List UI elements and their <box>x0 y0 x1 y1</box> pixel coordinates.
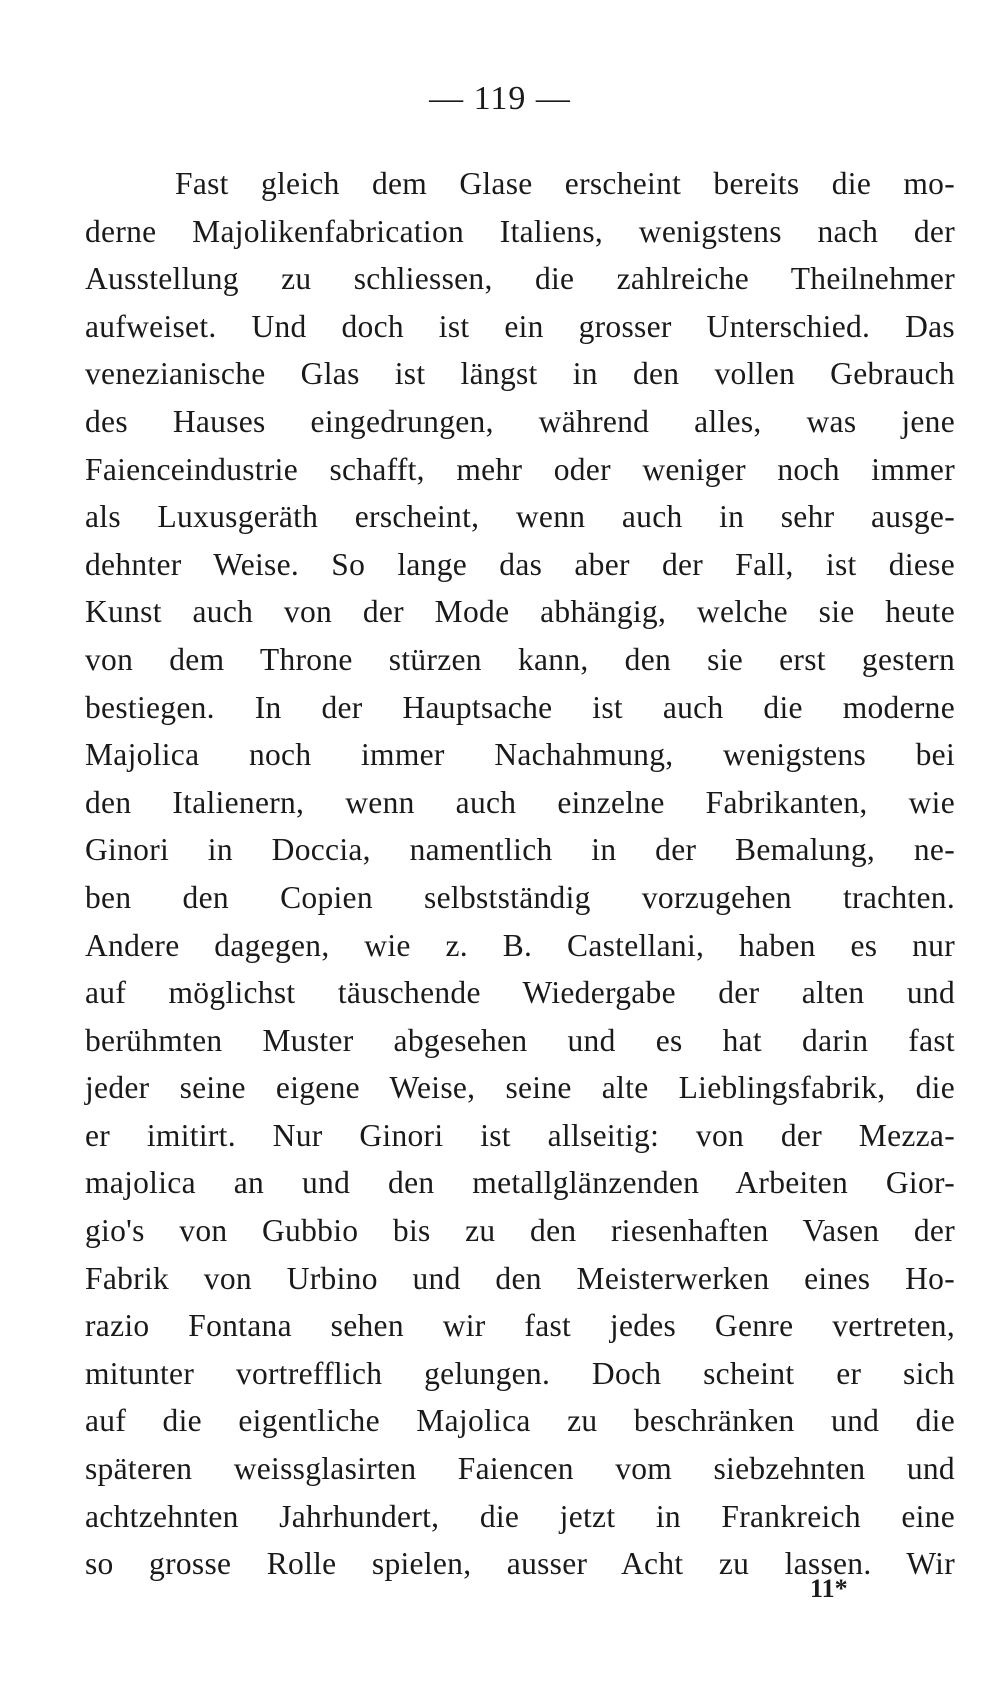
text-line: aufweiset. Und doch ist ein grosser Unterschied. Das <box>85 308 955 344</box>
text-line: majolica an und den metallglänzenden Arbeiten Gior- <box>85 1165 955 1201</box>
text-line: Ginori in Doccia, namentlich in der Bemalung, ne- <box>85 832 955 868</box>
text-line: Fast gleich dem Glase erscheint bereits die mo- <box>175 166 955 201</box>
text-line: mitunter vortrefflich gelungen. Doch scheint er sich <box>85 1355 955 1391</box>
text-line: auf möglichst täuschende Wiedergabe der alten und <box>85 975 955 1011</box>
text-line: Faienceindustrie schafft, mehr oder weniger noch immer <box>85 451 955 487</box>
text-line: Fabrik von Urbino und den Meisterwerken eines Ho- <box>85 1260 955 1296</box>
text-line: Majolica noch immer Nachahmung, wenigstens bei <box>85 737 955 773</box>
text-line: den Italienern, wenn auch einzelne Fabrikanten, wie <box>85 784 955 820</box>
text-line: Kunst auch von der Mode abhängig, welche sie heute <box>85 594 955 630</box>
text-line: von dem Throne stürzen kann, den sie erst gestern <box>85 641 955 677</box>
signature-mark: 11* <box>810 1574 848 1603</box>
text-line: derne Majolikenfabrication Italiens, wenigstens nach der <box>85 213 955 249</box>
text-line: ben den Copien selbstständig vorzugehen trachten. <box>85 879 955 915</box>
text-line: dehnter Weise. So lange das aber der Fall, ist diese <box>85 546 955 582</box>
text-line: auf die eigentliche Majolica zu beschränken und die <box>85 1403 955 1439</box>
text-line: späteren weissglasirten Faiencen vom siebzehnten und <box>85 1451 955 1487</box>
text-line: achtzehnten Jahrhundert, die jetzt in Frankreich eine <box>85 1498 955 1534</box>
text-line: des Hauses eingedrungen, während alles, was jene <box>85 403 955 439</box>
text-line: als Luxusgeräth erscheint, wenn auch in sehr ausge- <box>85 499 955 535</box>
text-line: berühmten Muster abgesehen und es hat darin fast <box>85 1022 955 1058</box>
text-line: jeder seine eigene Weise, seine alte Lieblingsfabrik, die <box>85 1070 955 1106</box>
text-line: gio's von Gubbio bis zu den riesenhaften Vasen der <box>85 1213 955 1249</box>
text-line: Andere dagegen, wie z. B. Castellani, haben es nur <box>85 927 955 963</box>
text-line: razio Fontana sehen wir fast jedes Genre vertreten, <box>85 1308 955 1344</box>
page-number: — 119 — <box>429 80 571 117</box>
text-line: er imitirt. Nur Ginori ist allseitig: von der Mezza- <box>85 1117 955 1153</box>
body-text <box>85 160 955 1588</box>
text-line: Ausstellung zu schliessen, die zahlreiche Theilnehmer <box>85 261 955 297</box>
text-line: so grosse Rolle spielen, ausser Acht zu lassen. Wir <box>85 1546 955 1582</box>
text-line: bestiegen. In der Hauptsache ist auch die moderne <box>85 689 955 725</box>
text-line: venezianische Glas ist längst in den vollen Gebrauch <box>85 356 955 392</box>
